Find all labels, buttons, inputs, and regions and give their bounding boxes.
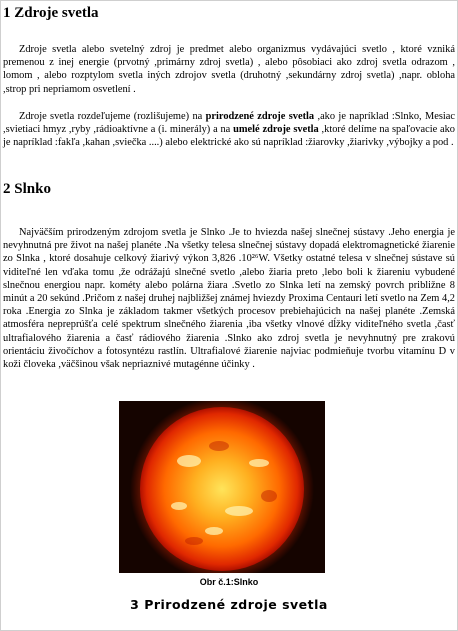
paragraph-sun: Najväčším prirodzeným zdrojom svetla je Slnko .Je to hviezda našej slnečnej sústavy .Jeho energia je nevyhnutná pre život na našej planéte .Na všetky telesa slnečnej sústavy dopadá elektromagnetické žiarenie zo Slnka , ktoré dosahuje celkový žiarivý výkon 3,826 .10²⁶W. Všetky ostatné telesa v slnečnej sústave sú viditeľné len vďaka tomu ,že odrážajú slnečné svetlo ,alebo žiaria preto ,lebo boli k žiareniu vybudené slnečnou energiou napr. kométy alebo polárna žiara .Svetlo zo Slnka letí na zemský povrch približne 8 minút a 20 sekúnd .Pričom z našej druhej najbližšej známej hviezdy Proxima Centauri letí svetlo na Zem 4,2 roka .Energia zo Slnka je základom takmer všetkých procesov prebiehajúcich na našej planéte .Zemská atmosféra nepreprúšťa celé spektrum slnečného žiarenia ,iba všetky vlnové dĺžky viditeľného svetla ,časť ultrafialového žiarenia a časť rádiového žiarenia .Slnko ako zdroj svetla je nevyhnutný pre zrakovú orientáciu živočíchov a fotosyntézu rastlín. Ultrafialové žiarenie najviac podmieňuje tvorbu vitamínu D v koži človeka ,väčšinou však nepriaznivé mutagénne účinky . bbox=[3, 227, 455, 371]
sun-image bbox=[119, 401, 325, 573]
paragraph-classification bbox=[3, 110, 455, 150]
bold-natural-sources: prirodzené zdroje svetla bbox=[205, 111, 315, 122]
heading-zdroje-svetla: 1 Zdroje svetla bbox=[3, 5, 99, 21]
sun-image-graphic bbox=[119, 401, 325, 573]
para2-text-3: ,ktoré delíme na spaľovacie ako je napríklad :fakľa ,kahan ,sviečka ....) alebo elektrické ako sú napríklad :žiarovky ,žiarivky ,výbojky a pod . bbox=[3, 124, 455, 149]
paragraph-definition: Zdroje svetla alebo svetelný zdroj je predmet alebo organizmus vydávajúci svetlo , ktoré vzniká premenou z inej energie (prvotný ,primárny zdroj svetla) , alebo pôsobiaci ako zdroj svetla odrazom , lomom , alebo rozptylom svetla iných zdrojov svetla (druhotný ,sekundárny zdroj svetla) ,napr. obloha ,strop pri nepriamom osvetlení . bbox=[3, 44, 455, 95]
heading-prirodzene-zdroje: 3 Prirodzené zdroje svetla bbox=[130, 597, 328, 612]
bold-artificial-sources: umelé zdroje svetla bbox=[233, 124, 319, 136]
para2-text-1: Zdroje svetla rozdeľujeme (rozlišujeme) na bbox=[19, 111, 206, 122]
para2-text-2: ,ako je napríklad :Slnko, Mesiac ,svietiaci hmyz ,ryby ,rádioaktívne a (i. minerály) a na bbox=[3, 111, 455, 136]
heading-slnko: 2 Slnko bbox=[3, 181, 51, 197]
figure-caption: Obr č.1:Slnko bbox=[199, 577, 259, 587]
